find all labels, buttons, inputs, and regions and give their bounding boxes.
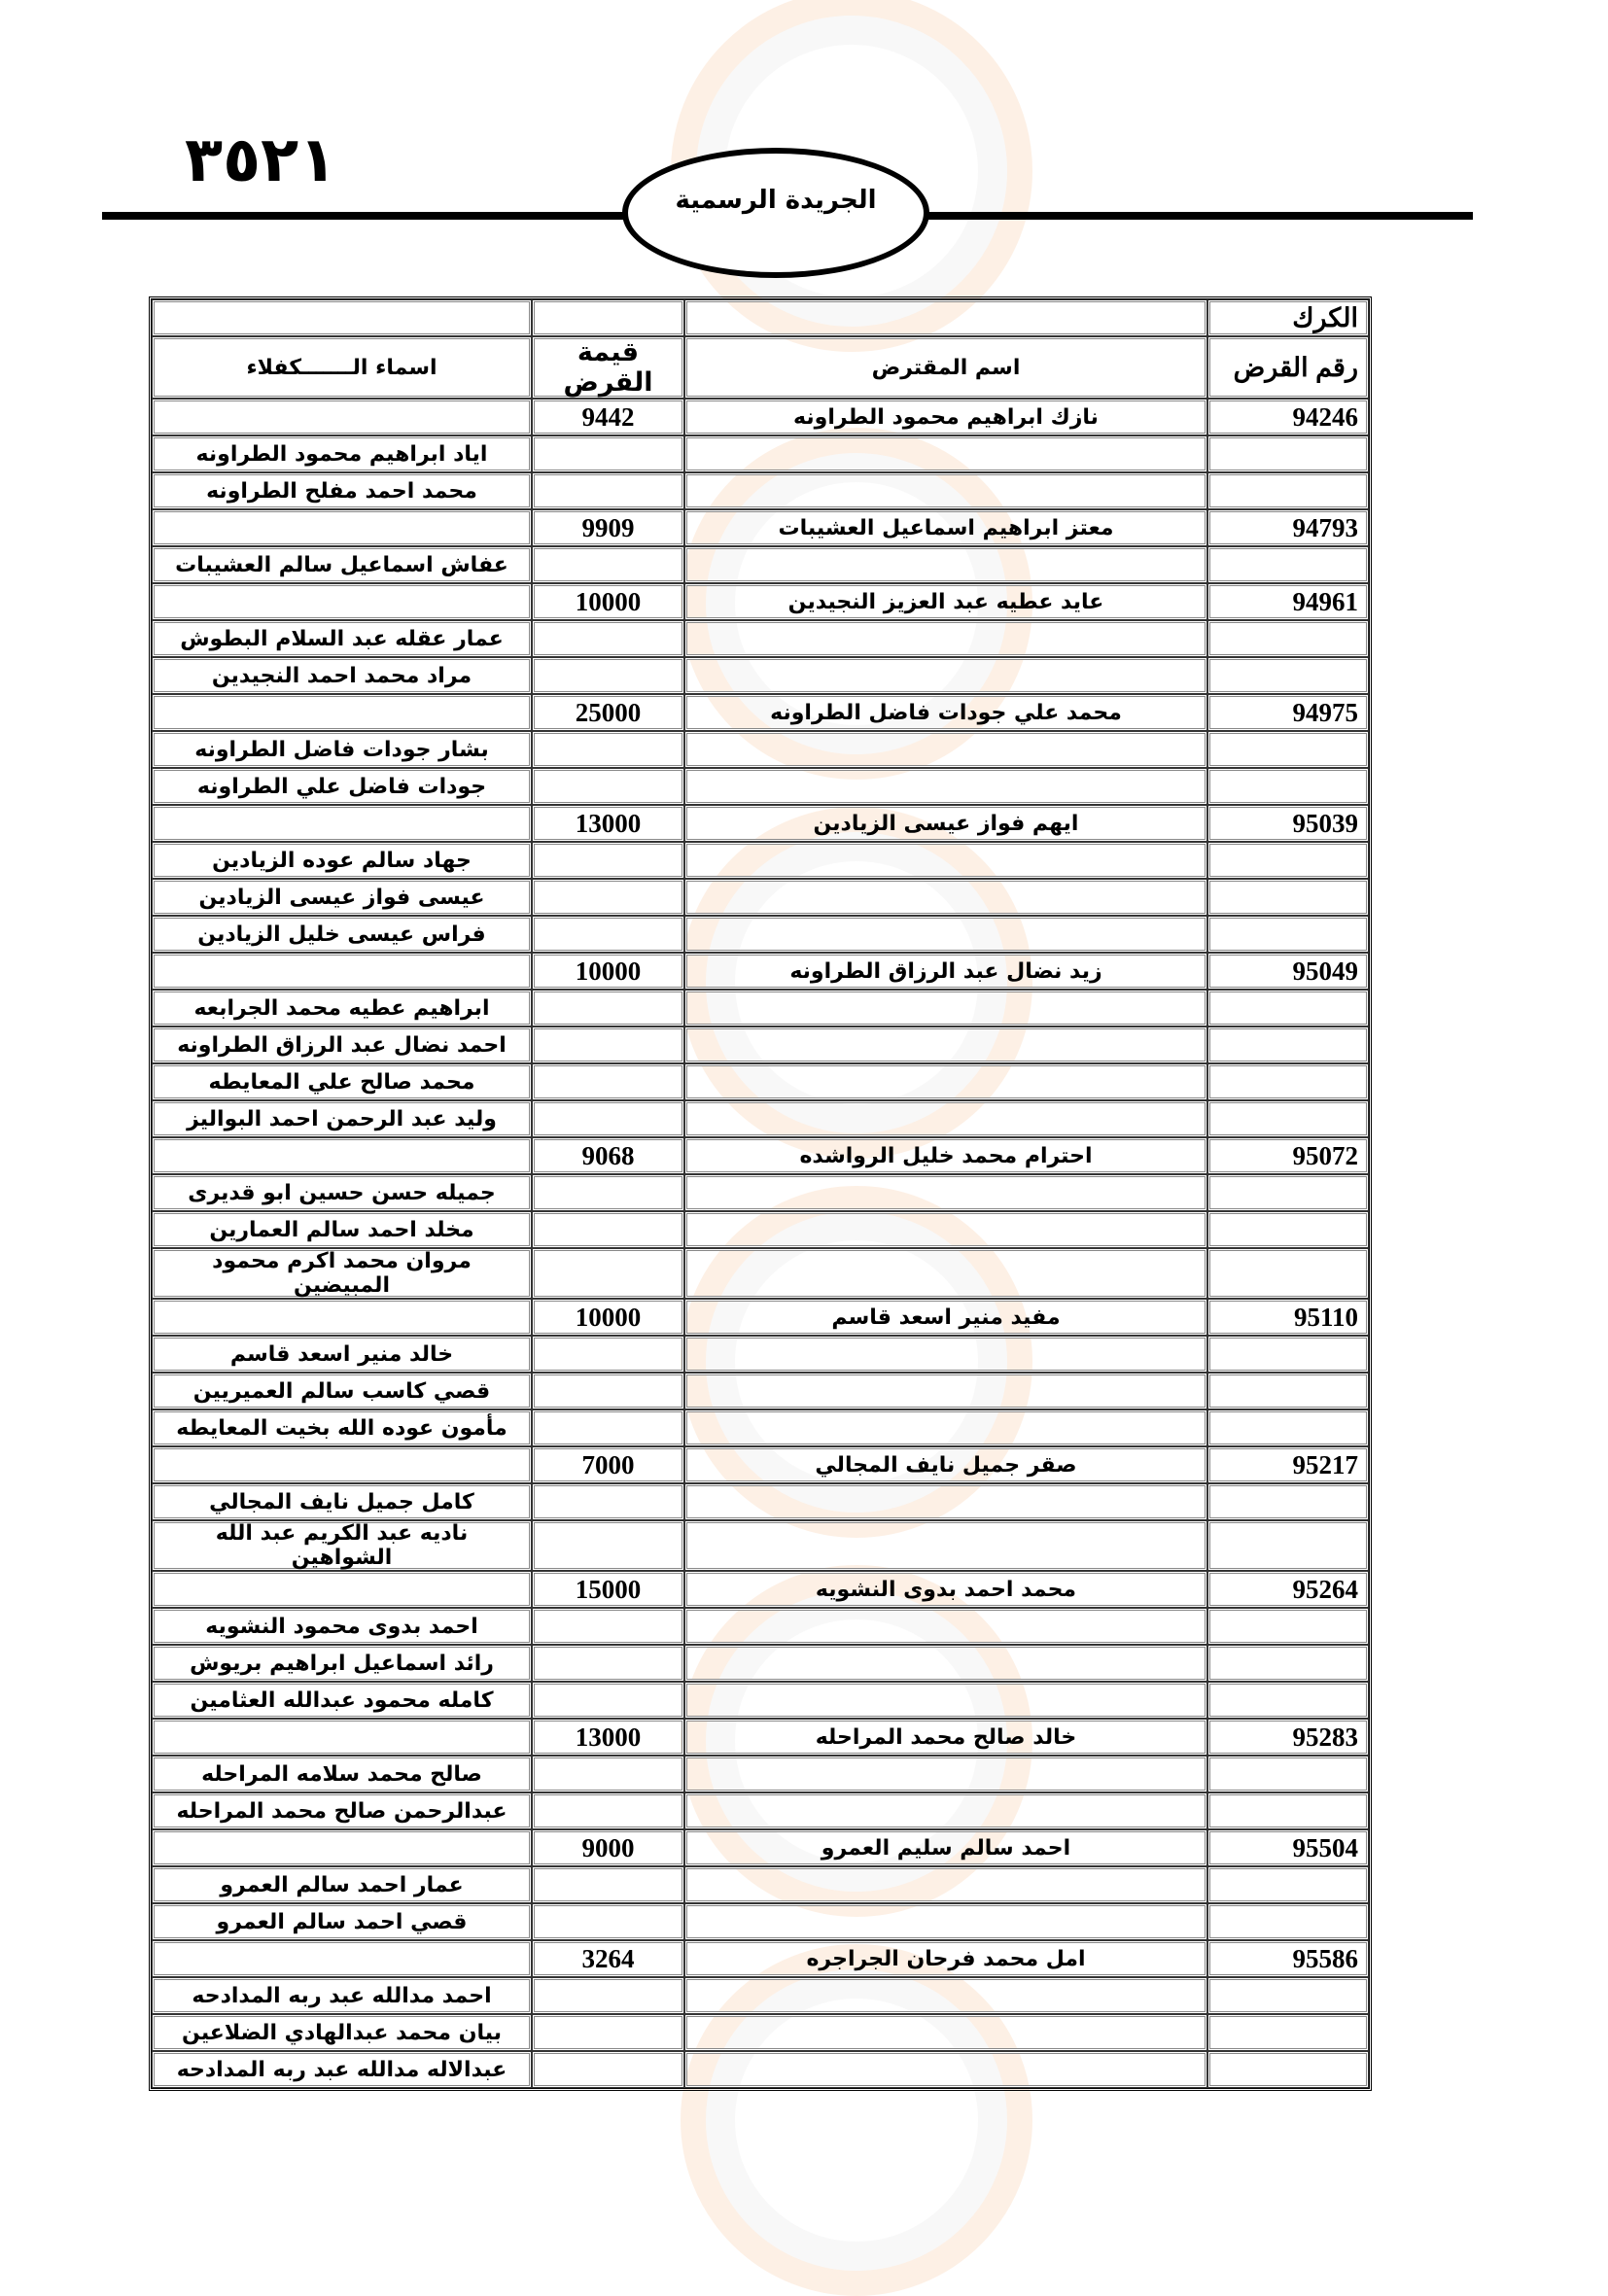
loan-number: 95586 — [1207, 1940, 1369, 1977]
borrower-name: محمد علي جودات فاضل الطراونه — [684, 694, 1207, 731]
guarantor-name: جودات فاضل علي الطراونه — [152, 768, 532, 805]
guarantor-name: عيسى فواز عيسى الزيادين — [152, 879, 532, 916]
guarantor-name: جهاد سالم عوده الزيادين — [152, 842, 532, 879]
guarantor-row — [152, 1336, 1369, 1373]
borrower-name: معتز ابراهيم اسماعيل العشيبات — [684, 509, 1207, 546]
loan-amount: 7000 — [532, 1446, 684, 1483]
column-header-amount: قيمة القرض — [532, 336, 684, 399]
borrower-name: زيد نضال عبد الرزاق الطراونه — [684, 953, 1207, 990]
loan-number: 95039 — [1207, 805, 1369, 842]
loan-amount: 10000 — [532, 1299, 684, 1336]
loan-amount: 10000 — [532, 953, 684, 990]
guarantor-name: كامل جميل نايف المجالي — [152, 1483, 532, 1520]
page-number: ٣٥٢١ — [185, 124, 337, 196]
loan-row — [152, 1446, 1369, 1483]
guarantor-name: بشار جودات فاضل الطراونه — [152, 731, 532, 768]
guarantor-name: عمار عقله عبد السلام البطوش — [152, 620, 532, 657]
guarantor-name: جميله حسن حسين ابو قديرى — [152, 1174, 532, 1211]
borrower-name: احترام محمد خليل الرواشده — [684, 1137, 1207, 1174]
guarantor-name: ابراهيم عطيه محمد الجرابعه — [152, 990, 532, 1026]
column-header-borrower: اسم المقترض — [684, 336, 1207, 399]
column-header-guarantors: اسماء الـــــــكفلاء — [152, 336, 532, 399]
guarantor-row — [152, 1483, 1369, 1520]
loan-amount: 9068 — [532, 1137, 684, 1174]
guarantor-row — [152, 1026, 1369, 1063]
borrower-name: نازك ابراهيم محمود الطراونه — [684, 399, 1207, 435]
guarantor-name: مراد محمد احمد النجيدين — [152, 657, 532, 694]
table-region-row — [152, 299, 1369, 336]
guarantor-name: عبدالرحمن صالح محمد المراحله — [152, 1792, 532, 1829]
borrower-name: خالد صالح محمد المراحله — [684, 1719, 1207, 1756]
guarantor-row — [152, 2051, 1369, 2088]
table-header-row — [152, 336, 1369, 399]
borrower-name: مفيد منير اسعد قاسم — [684, 1299, 1207, 1336]
guarantor-row — [152, 1903, 1369, 1940]
guarantor-row — [152, 1608, 1369, 1645]
guarantor-row — [152, 1645, 1369, 1682]
loan-number: 95072 — [1207, 1137, 1369, 1174]
guarantor-row — [152, 842, 1369, 879]
guarantor-name: رائد اسماعيل ابراهيم بريوش — [152, 1645, 532, 1682]
guarantor-name: مأمون عوده الله بخيت المعايطه — [152, 1409, 532, 1446]
loan-number: 95283 — [1207, 1719, 1369, 1756]
borrower-name: محمد احمد بدوى النشويه — [684, 1571, 1207, 1608]
guarantor-name: قصي احمد سالم العمرو — [152, 1903, 532, 1940]
guarantor-row — [152, 1682, 1369, 1719]
loan-number: 95264 — [1207, 1571, 1369, 1608]
region-label: الكرك — [1207, 299, 1369, 336]
loan-row — [152, 1719, 1369, 1756]
loan-row — [152, 1137, 1369, 1174]
loan-row — [152, 1571, 1369, 1608]
guarantor-row — [152, 472, 1369, 509]
guarantor-name: مخلد احمد سالم العمارين — [152, 1211, 532, 1248]
loan-amount: 13000 — [532, 805, 684, 842]
guarantor-name: قصي كاسب سالم العميريين — [152, 1373, 532, 1409]
loan-number: 95504 — [1207, 1829, 1369, 1866]
guarantor-row — [152, 1248, 1369, 1299]
guarantor-row — [152, 990, 1369, 1026]
loan-amount: 10000 — [532, 583, 684, 620]
loan-row — [152, 953, 1369, 990]
loan-number: 94961 — [1207, 583, 1369, 620]
guarantor-row — [152, 1063, 1369, 1100]
guarantor-name: محمد صالح علي المعايطه — [152, 1063, 532, 1100]
loan-row — [152, 1299, 1369, 1336]
guarantor-name: كامله محمود عبدالله العثامين — [152, 1682, 532, 1719]
loan-row — [152, 399, 1369, 435]
loan-number: 95217 — [1207, 1446, 1369, 1483]
guarantor-name: اياد ابراهيم محمود الطراونه — [152, 435, 532, 472]
guarantor-name: فراس عيسى خليل الزيادين — [152, 916, 532, 953]
loan-row — [152, 1940, 1369, 1977]
guarantor-row — [152, 546, 1369, 583]
guarantor-name: مروان محمد اكرم محمود المبيضين — [152, 1248, 532, 1299]
loan-number: 95110 — [1207, 1299, 1369, 1336]
guarantor-name: خالد منير اسعد قاسم — [152, 1336, 532, 1373]
guarantor-row — [152, 435, 1369, 472]
guarantor-row — [152, 916, 1369, 953]
guarantor-name: صالح محمد سلامه المراحله — [152, 1756, 532, 1792]
guarantor-name: عبدالاله مدالله عبد ربه المدادحه — [152, 2051, 532, 2088]
loan-amount: 25000 — [532, 694, 684, 731]
borrower-name: عايد عطيه عبد العزيز النجيدين — [684, 583, 1207, 620]
borrower-name: امل محمد فرحان الجراجره — [684, 1940, 1207, 1977]
loan-amount: 15000 — [532, 1571, 684, 1608]
guarantor-row — [152, 2014, 1369, 2051]
guarantor-name: بيان محمد عبدالهادي الضلاعين — [152, 2014, 532, 2051]
guarantor-name: محمد احمد مفلح الطراونه — [152, 472, 532, 509]
guarantor-row — [152, 1520, 1369, 1571]
loan-amount: 9000 — [532, 1829, 684, 1866]
loan-number: 94246 — [1207, 399, 1369, 435]
loan-amount: 3264 — [532, 1940, 684, 1977]
loan-row — [152, 583, 1369, 620]
borrower-name: صقر جميل نايف المجالي — [684, 1446, 1207, 1483]
guarantor-name: عفاش اسماعيل سالم العشيبات — [152, 546, 532, 583]
guarantor-row — [152, 1756, 1369, 1792]
loan-amount: 13000 — [532, 1719, 684, 1756]
guarantor-name: احمد نضال عبد الرزاق الطراونه — [152, 1026, 532, 1063]
guarantor-row — [152, 1174, 1369, 1211]
gazette-title: الجريدة الرسمية — [675, 186, 877, 215]
loan-row — [152, 1829, 1369, 1866]
guarantor-row — [152, 1977, 1369, 2014]
guarantor-name: ناديه عبد الكريم عبد الله الشواهين — [152, 1520, 532, 1571]
guarantor-row — [152, 657, 1369, 694]
guarantor-row — [152, 1409, 1369, 1446]
loan-number: 94793 — [1207, 509, 1369, 546]
guarantor-name: وليد عبد الرحمن احمد البواليز — [152, 1100, 532, 1137]
loan-amount: 9442 — [532, 399, 684, 435]
guarantor-row — [152, 1100, 1369, 1137]
guarantor-name: احمد بدوى محمود النشويه — [152, 1608, 532, 1645]
column-header-loan-number: رقم القرض — [1207, 336, 1369, 399]
guarantor-row — [152, 1373, 1369, 1409]
guarantor-row — [152, 620, 1369, 657]
guarantor-name: عمار احمد سالم العمرو — [152, 1866, 532, 1903]
guarantor-row — [152, 731, 1369, 768]
loan-row — [152, 805, 1369, 842]
guarantor-row — [152, 1866, 1369, 1903]
loan-amount: 9909 — [532, 509, 684, 546]
guarantor-row — [152, 1792, 1369, 1829]
guarantor-row — [152, 768, 1369, 805]
loan-row — [152, 509, 1369, 546]
loan-row — [152, 694, 1369, 731]
guarantor-name: احمد مدالله عبد ربه المدادحه — [152, 1977, 532, 2014]
loan-number: 95049 — [1207, 953, 1369, 990]
guarantor-row — [152, 1211, 1369, 1248]
loan-number: 94975 — [1207, 694, 1369, 731]
loans-table — [149, 296, 1372, 2091]
gazette-title-seal — [622, 148, 929, 278]
borrower-name: ايهم فواز عيسى الزيادين — [684, 805, 1207, 842]
borrower-name: احمد سالم سليم العمرو — [684, 1829, 1207, 1866]
guarantor-row — [152, 879, 1369, 916]
